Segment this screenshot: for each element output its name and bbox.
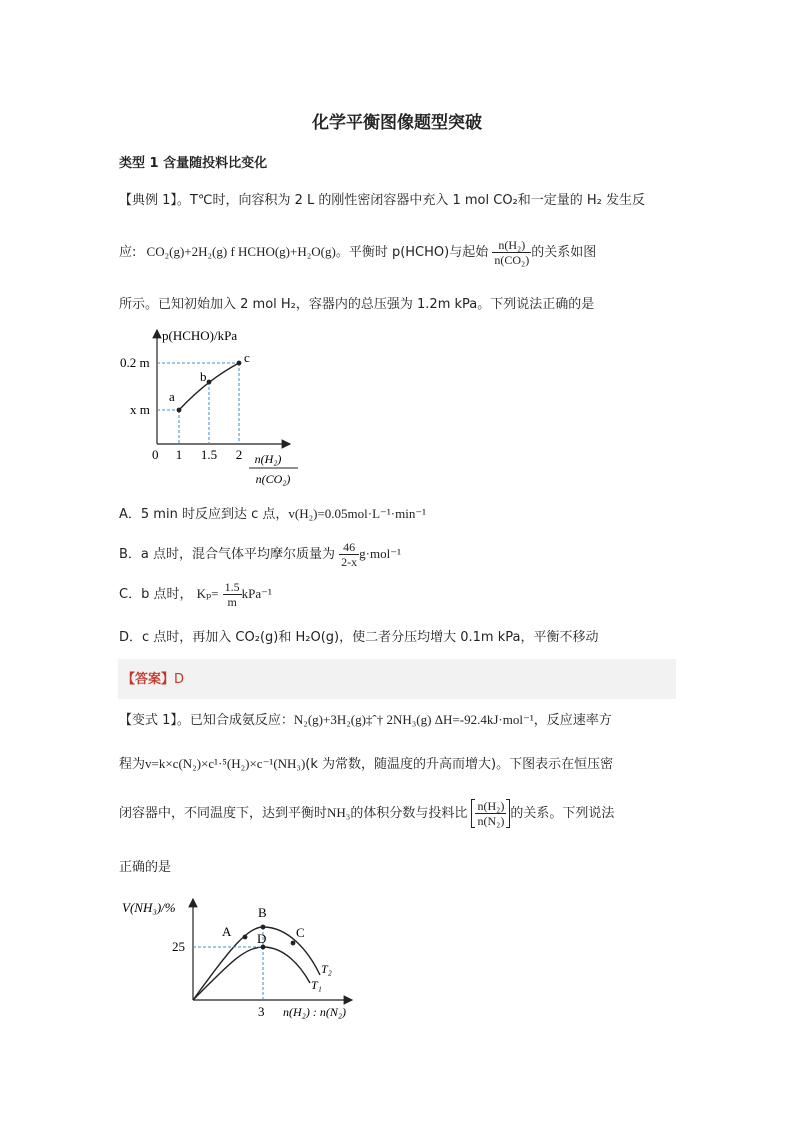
option-a-text: A．5 min 时反应到达 c 点， [119, 507, 289, 522]
chart1-x-tick-1: 1 [175, 447, 183, 462]
variant1-line1 [119, 713, 612, 727]
variant1-line2-prefix: 程为 [119, 757, 146, 772]
example1-line2-suffix: 的关系如图 [531, 245, 597, 260]
variant1-line4: 正确的是 [119, 860, 172, 875]
variant1-rate-law: v=k×c(N₂)×c¹·⁵(H₂)×c⁻¹(NH₃) [145, 756, 306, 771]
chart1-point-c [237, 361, 242, 366]
chart1-origin: 0 [152, 447, 159, 462]
example1-line2-mid: 。平衡时 p(HCHO)与起始 [335, 245, 489, 260]
variant1-line3-prefix: 闭容器中，不同温度下，达到平衡时 [119, 806, 328, 821]
option-d: D．c 点时，再加入 CO₂(g)和 H₂O(g)，使二者分压均增大 0.1m kPa，平衡不移动 [119, 630, 599, 645]
chart1-point-b [207, 380, 212, 385]
chart1-x-tick-3: 2 [235, 447, 243, 462]
option-c [119, 580, 272, 609]
chart1-x-tick-2: 1.5 [200, 447, 218, 462]
option-b-frac [339, 540, 359, 569]
chart1-xlabel-den: n(CO₂) [255, 472, 291, 486]
example1-line2 [119, 238, 596, 267]
chart2-curve-label-t2: T₂ [321, 962, 332, 976]
option-b-num: 46 [339, 540, 359, 555]
chart1-ylabel: p(HCHO)/kPa [162, 328, 238, 343]
option-a [119, 507, 426, 521]
chart1-point-label-c: c [244, 350, 250, 365]
example1-ratio [492, 238, 531, 267]
chart2-point-label-B: B [258, 905, 267, 920]
option-a-math: v(H₂)=0.05mol·L⁻¹·min⁻¹ [288, 506, 427, 521]
variant1-line3 [119, 799, 614, 828]
chart2-point-A [243, 935, 248, 940]
chart2-y-tick: 25 [172, 939, 185, 954]
chart1-marks [157, 350, 250, 462]
chart2-point-B [261, 925, 266, 930]
chart2-x-tick: 3 [258, 1004, 265, 1019]
variant1-ratio-num: n(H₂) [477, 799, 505, 813]
chart2-marks [193, 905, 332, 1000]
answer-box [118, 659, 676, 699]
option-c-frac [223, 580, 242, 609]
option-b-den: 2-x [341, 555, 358, 569]
option-c-den: m [227, 595, 237, 609]
page-title: 化学平衡图像题型突破 [312, 113, 482, 133]
variant1-ratio [475, 799, 506, 828]
answer-label: 【答案】 [122, 672, 175, 687]
option-b-text: B．a 点时，混合气体平均摩尔质量为 [119, 547, 336, 562]
option-b-unit: g·mol⁻¹ [359, 546, 401, 561]
variant1-line3-suffix: 的关系。下列说法 [510, 806, 615, 821]
variant1-line2 [119, 757, 613, 771]
chart2-curve-label-t1: T₁ [311, 978, 322, 992]
chart1-point-label-a: a [169, 389, 175, 404]
variant1-line1-prefix: 【变式 1】。已知合成氨反应： [119, 713, 294, 728]
variant1-ratio-den: n(N₂) [477, 814, 505, 828]
chart2-point-C [291, 941, 296, 946]
chart2-curve-t1 [193, 947, 310, 1000]
variant1-ratio-bracket [471, 799, 510, 828]
variant1-line3-mid: 的体积分数与投料比 [350, 806, 468, 821]
option-c-text: C．b 点时， [119, 587, 193, 602]
option-c-unit: kPa⁻¹ [241, 586, 272, 601]
chart1-y-low-label: x m [130, 402, 150, 417]
option-c-kp: Kₚ= [196, 586, 219, 601]
example1-ratio-num: n(H₂) [492, 238, 531, 253]
section-heading: 类型 1 含量随投料比变化 [119, 156, 268, 171]
chart2-ylabel: V(NH₃)/% [122, 900, 176, 915]
chart2-point-label-D: D [257, 931, 267, 946]
example1-reaction: CO₂(g)+2H₂(g) f HCHO(g)+H₂O(g) [146, 244, 336, 259]
chart1-y-top-label: 0.2 m [120, 355, 150, 370]
variant1-nh3: NH₃ [327, 805, 351, 820]
example1-line3: 所示。已知初始加入 2 mol H₂，容器内的总压强为 1.2m kPa。下列说法正确的是 [119, 297, 595, 312]
chart1-point-label-b: b [200, 369, 207, 384]
chart2 [116, 895, 376, 1025]
answer-line [122, 673, 184, 686]
chart2-point-label-A: A [222, 924, 232, 939]
example1-line2-prefix: 应: [119, 245, 137, 260]
chart2-point-label-C: C [296, 925, 305, 940]
chart1-point-a [177, 408, 182, 413]
variant1-line1-suffix: ，反应速率方 [533, 713, 612, 728]
answer-value: D [174, 672, 185, 687]
variant1-reaction: N₂(g)+3H₂(g)‡ˆ† 2NH₃(g) ΔH=-92.4kJ·mol⁻¹ [293, 712, 534, 727]
example1-line1: 【典例 1】。T℃时，向容积为 2 L 的刚性密闭容器中充入 1 mol CO₂和一定量的 H₂ 发生反 [119, 193, 646, 208]
chart1-xlabel-num: n(H₂) [254, 452, 282, 466]
variant1-line2-suffix: (k 为常数，随温度的升高而增大)。下图表示在恒压密 [305, 757, 614, 772]
option-b [119, 540, 401, 569]
example1-ratio-den: n(CO₂) [494, 253, 530, 267]
chart1 [112, 322, 312, 492]
chart2-xlabel: n(H₂) : n(N₂) [283, 1005, 346, 1019]
option-c-num: 1.5 [224, 580, 240, 594]
